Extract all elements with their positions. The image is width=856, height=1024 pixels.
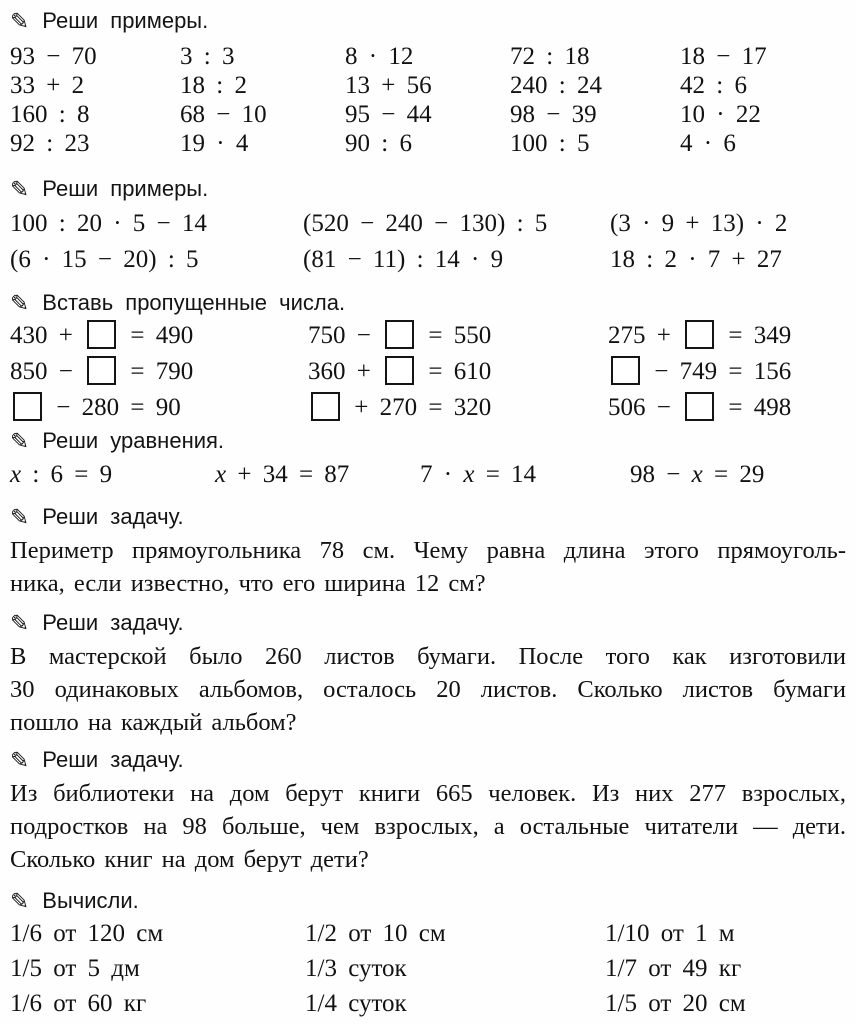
- math-expression: (520 − 240 − 130) : 5: [303, 210, 548, 237]
- section-heading: [10, 288, 846, 318]
- math-expression: (3 · 9 + 13) · 2: [610, 210, 788, 237]
- section-title: Реши задачу.: [42, 610, 184, 635]
- equation-with-blank: 275 + = 349: [608, 322, 792, 349]
- fraction-task: 1/4 суток: [305, 990, 407, 1017]
- equation-with-blank: 850 − = 790: [10, 358, 194, 385]
- math-expression: 3 : 3: [180, 43, 235, 70]
- section-heading: [10, 6, 846, 36]
- answer-box[interactable]: [311, 392, 340, 421]
- equation-with-blank: − 749 = 156: [608, 354, 846, 390]
- equation-with-blank: − 280 = 90: [10, 390, 308, 426]
- missing-numbers-grid: [10, 318, 846, 426]
- problem-text-line: 30 одинаковых альбомов, осталось 20 листов. Сколько листов бумаги: [10, 676, 846, 703]
- fraction-task: 1/6 от 60 кг: [10, 990, 147, 1017]
- section-title: Реши примеры.: [42, 8, 209, 33]
- problem-text-line: подростков на 98 больше, чем взрослых, а остальные читатели — дети.: [10, 813, 846, 840]
- equations-grid: [10, 460, 846, 490]
- math-expression: 93 − 70: [10, 43, 97, 70]
- answer-box[interactable]: [611, 356, 640, 385]
- answer-box[interactable]: [87, 356, 116, 385]
- math-expression: 19 · 4: [180, 130, 249, 157]
- section-heading: [10, 608, 846, 638]
- equation: x : 6 = 9: [10, 461, 113, 488]
- section-word-problem-perimeter: [10, 502, 846, 600]
- math-expression: 4 · 6: [680, 130, 736, 157]
- answer-box[interactable]: [685, 320, 714, 349]
- equation: x + 34 = 87: [215, 461, 350, 488]
- section-heading: [10, 886, 846, 916]
- problem-text: [10, 777, 846, 876]
- fractions-grid: [10, 916, 846, 1021]
- math-expression: (6 · 15 − 20) : 5: [10, 246, 199, 273]
- problem-text-line: В мастерской было 260 листов бумаги. После того как изготовили: [10, 643, 846, 670]
- math-expression: 98 − 39: [510, 101, 597, 128]
- math-expression: 18 : 2: [180, 72, 247, 99]
- equation-with-blank: 360 + = 610: [308, 358, 492, 385]
- section-title: Реши задачу.: [42, 747, 184, 772]
- pencil-icon: ✎: [10, 747, 30, 774]
- problem-text-line: Сколько книг на дом берут дети?: [10, 846, 369, 873]
- pencil-icon: ✎: [10, 428, 30, 455]
- section-fractions: [10, 886, 846, 1021]
- section-word-problem-library: [10, 745, 846, 876]
- answer-box[interactable]: [385, 356, 414, 385]
- math-expression: 72 : 18: [510, 43, 590, 70]
- section-title: Реши задачу.: [42, 504, 184, 529]
- equation: 7 · x = 14: [420, 461, 537, 488]
- pencil-icon: ✎: [10, 176, 30, 203]
- problem-text-line: Из библиотеки на дом берут книги 665 человек. Из них 277 взрослых,: [10, 780, 846, 807]
- math-expression: 95 − 44: [345, 101, 432, 128]
- section-equations: [10, 426, 846, 490]
- section-missing-numbers: [10, 288, 846, 426]
- pencil-icon: ✎: [10, 290, 30, 317]
- problem-text-line: пошло на каждый альбом?: [10, 709, 297, 736]
- math-expression: 240 : 24: [510, 72, 602, 99]
- pencil-icon: ✎: [10, 8, 30, 35]
- fraction-task: 1/5 от 5 дм: [10, 955, 140, 982]
- math-expression: 18 − 17: [680, 43, 767, 70]
- math-expression: (81 − 11) : 14 · 9: [303, 246, 504, 273]
- section-title: Реши уравнения.: [42, 428, 225, 453]
- math-expression: 18 : 2 · 7 + 27: [610, 246, 782, 273]
- equation-with-blank: 750 − = 550: [308, 322, 492, 349]
- variable-x: x: [10, 461, 22, 488]
- fraction-task: 1/6 от 120 см: [10, 920, 164, 947]
- fraction-task: 1/7 от 49 кг: [605, 955, 742, 982]
- math-expression: 10 · 22: [680, 101, 761, 128]
- pencil-icon: ✎: [10, 888, 30, 915]
- section-word-problem-albums: [10, 608, 846, 739]
- section-title: Вычисли.: [42, 888, 139, 913]
- fraction-task: 1/5 от 20 см: [605, 990, 746, 1017]
- fraction-task: 1/3 суток: [305, 955, 407, 982]
- section-examples-2: [10, 174, 846, 278]
- math-expression: 92 : 23: [10, 130, 90, 157]
- section-heading: [10, 174, 846, 204]
- math-expression: 68 − 10: [180, 101, 267, 128]
- problem-text-line: ника, если известно, что его ширина 12 см?: [10, 570, 486, 597]
- math-expression: 42 : 6: [680, 72, 747, 99]
- problem-text: [10, 534, 846, 600]
- equation: 98 − x = 29: [630, 461, 765, 488]
- equation-with-blank: + 270 = 320: [308, 390, 608, 426]
- section-title: Вставь пропущенные числа.: [42, 290, 346, 315]
- math-expression: 100 : 5: [510, 130, 590, 157]
- fraction-task: 1/10 от 1 м: [605, 920, 735, 947]
- answer-box[interactable]: [385, 320, 414, 349]
- math-expression: 13 + 56: [345, 72, 432, 99]
- equation-with-blank: 506 − = 498: [608, 394, 792, 421]
- examples-grid: [10, 42, 846, 158]
- section-heading: [10, 426, 846, 456]
- problem-text: [10, 640, 846, 739]
- fraction-task: 1/2 от 10 см: [305, 920, 446, 947]
- math-expression: 8 · 12: [345, 43, 414, 70]
- equation-with-blank: 430 + = 490: [10, 322, 194, 349]
- variable-x: x: [463, 461, 475, 488]
- section-examples-1: [10, 6, 846, 158]
- variable-x: x: [215, 461, 227, 488]
- answer-box[interactable]: [13, 392, 42, 421]
- section-heading: [10, 502, 846, 532]
- section-title: Реши примеры.: [42, 176, 209, 201]
- math-expression: 90 : 6: [345, 130, 412, 157]
- math-expression: 33 + 2: [10, 72, 85, 99]
- examples-grid: [10, 206, 846, 278]
- math-expression: 100 : 20 · 5 − 14: [10, 210, 207, 237]
- pencil-icon: ✎: [10, 610, 30, 637]
- section-heading: [10, 745, 846, 775]
- answer-box[interactable]: [685, 392, 714, 421]
- math-expression: 160 : 8: [10, 101, 90, 128]
- problem-text-line: Периметр прямоугольника 78 см. Чему равна длина этого прямоуголь-: [10, 537, 846, 564]
- pencil-icon: ✎: [10, 504, 30, 531]
- variable-x: x: [691, 461, 703, 488]
- answer-box[interactable]: [87, 320, 116, 349]
